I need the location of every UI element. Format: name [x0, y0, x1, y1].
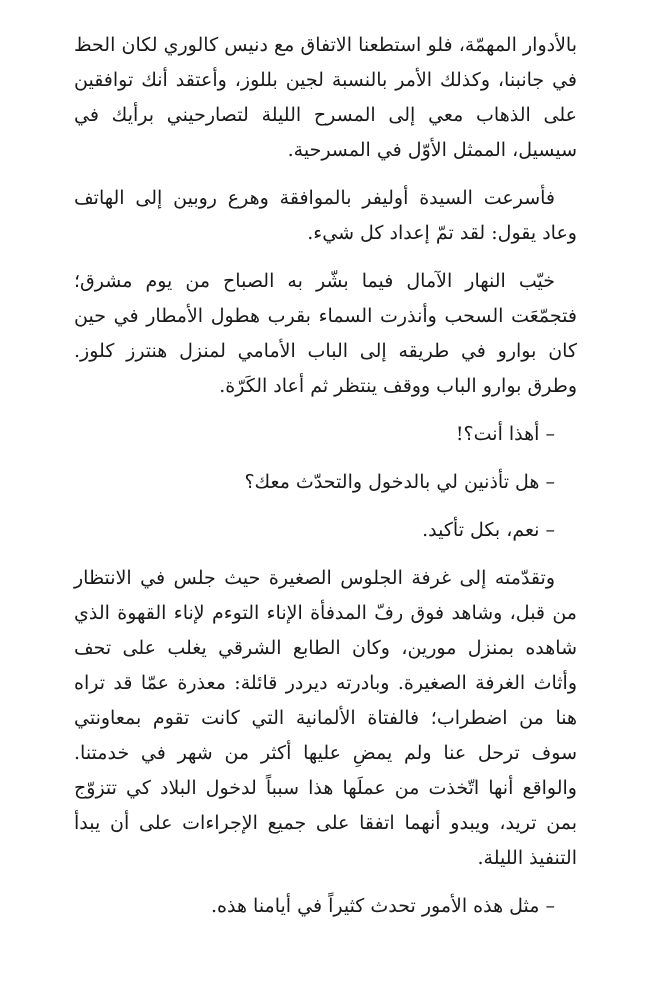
dialogue-line-1: – أهذا أنت؟!	[455, 423, 555, 445]
dialogue-line-4: – مثل هذه الأمور تحدث كثيراً في أيامنا هذه.	[211, 895, 555, 917]
paragraph-poirot-arrival: خيّب النهار الآمال فيما بشّر به الصباح من يوم مشرق؛ فتجمّعَت السحب وأنذرت السماء بقرب هطول الأمطار في حين كان بوارو في طريقه إلى الباب الأمامي لمنزل هنترز كلوز. وطرق بوارو الباب ووقف ينتظر ثم أعاد الكَرّة.	[74, 270, 577, 397]
paragraph-sitting-room: وتقدّمته إلى غرفة الجلوس الصغيرة حيث جلس في الانتظار من قبل، وشاهد فوق رفّ المدفأة الإناء التوءم لإناء القهوة الذي شاهده بمنزل مورين، وكان الطابع الشرقي يغلب على تحف وأثاث الغرفة الصغيرة. وبادرته ديردر قائلة: معذرة عمّا قد تراه هنا من اضطراب؛ فالفتاة الألمانية التي كانت تقوم بمعاونتي سوف ترحل عنا ولم يمضِ عليها أكثر من شهر في خدمتنا. والواقع أنها اتّخذت من عملَها هذا سبباً لدخول البلاد كي تتزوّج بمن تريد، ويبدو أنهما اتفقا على جميع الإجراءات على أن يبدأ التنفيذ الليلة.	[74, 567, 577, 869]
paragraph-phone-call: فأسرعت السيدة أوليفر بالموافقة وهرع روبين إلى الهاتف وعاد يقول: لقد تمّ إعداد كل شيء.	[74, 187, 577, 244]
dialogue-line-2: – هل تأذنين لي بالدخول والتحدّث معك؟	[244, 471, 555, 493]
paragraph-theater-plan: بالأدوار المهمّة، فلو استطعنا الاتفاق مع دنيس كالوري لكان الحظ في جانبنا، وكذلك الأمر بالنسبة لجين بللوز، وأعتقد أنك توافقين على الذهاب معي إلى المسرح الليلة لتصارحيني برأيك في سيسيل، الممثل الأوّل في المسرحية.	[74, 34, 577, 161]
dialogue-line-3: – نعم، بكل تأكيد.	[422, 519, 555, 541]
